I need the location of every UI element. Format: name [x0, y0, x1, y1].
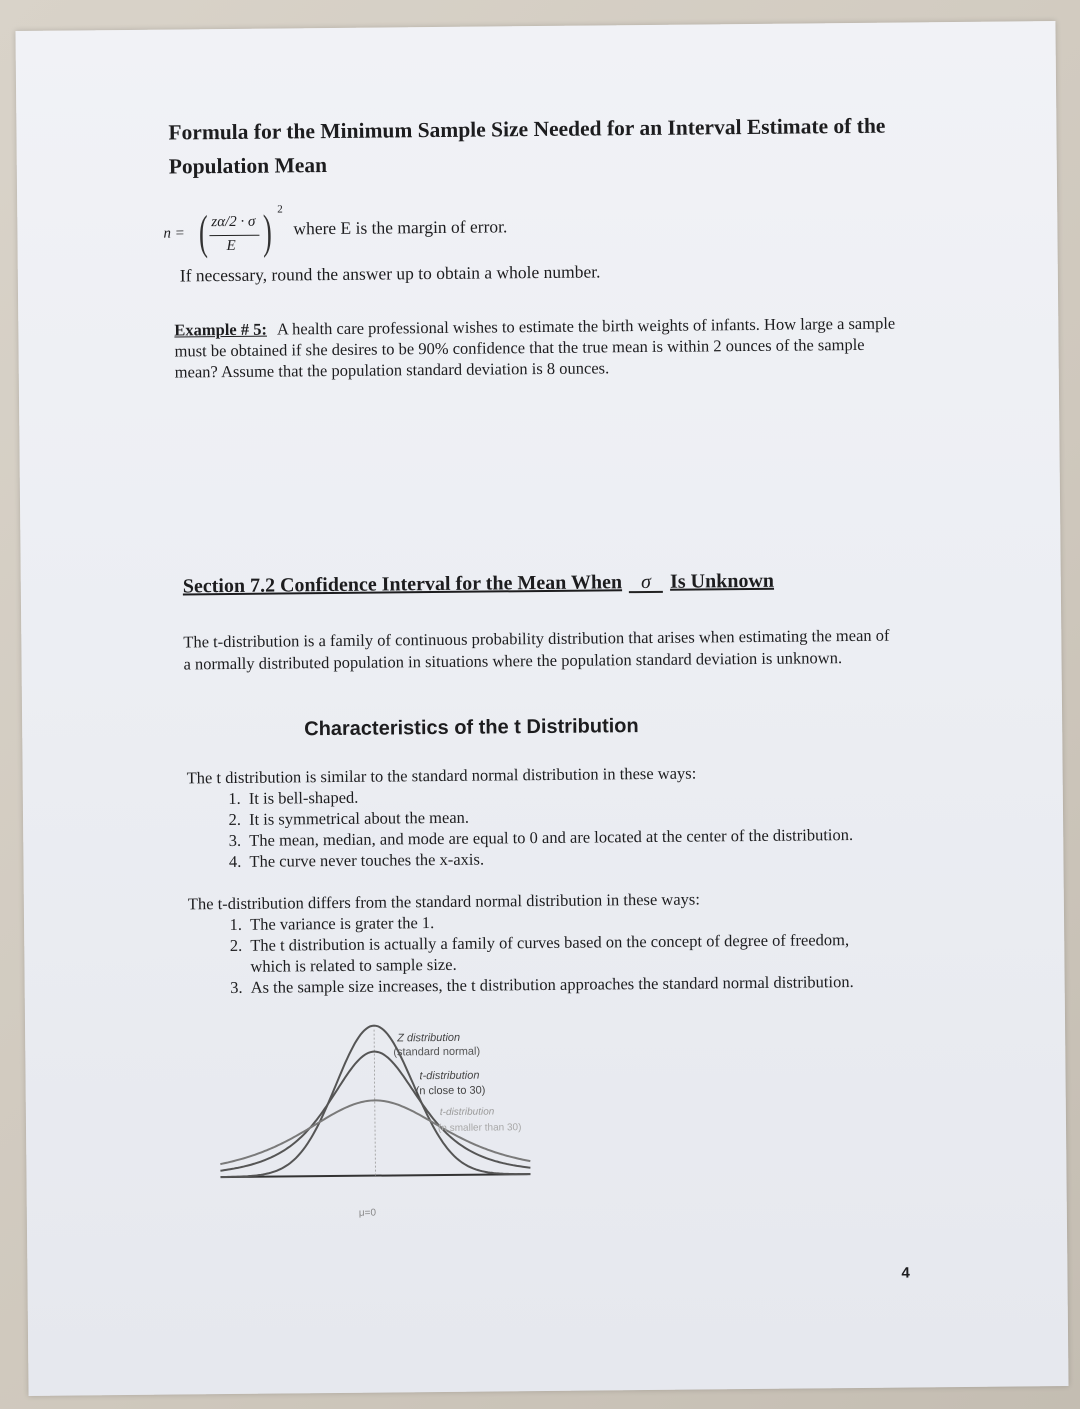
distribution-chart [211, 1006, 583, 1219]
section-sigma: σ [629, 573, 663, 593]
section-prefix: Section 7.2 Confidence Interval for the Mean When [182, 571, 623, 598]
t30-label-line1: t-distribution [419, 1069, 480, 1083]
formula-fraction-bar [209, 235, 259, 236]
formula-where-clause: where E is the margin of error. [293, 216, 508, 239]
tsmall-label-line2: (n smaller than 30) [437, 1122, 522, 1135]
formula-exponent: 2 [277, 203, 283, 216]
list-item: 2. The t distribution is actually a family of curves based on the concept of degree of freedom, which is related to sample size. [246, 929, 888, 977]
section-suffix: Is Unknown [669, 569, 775, 593]
bleed-through-text [197, 398, 897, 405]
similarities-intro: The t distribution is similar to the standard normal distribution in these ways: [186, 763, 697, 788]
distribution-chart-svg [211, 1006, 583, 1219]
list-item: 2. It is symmetrical about the mean. [245, 803, 887, 830]
formula-right-paren: ) [262, 205, 273, 259]
page-heading: Formula for the Minimum Sample Size Needed for an Interval Estimate of the Population Mean [168, 113, 886, 179]
formula-left-paren: ( [198, 206, 209, 260]
t30-label-line2: (n close to 30) [415, 1084, 486, 1098]
differences-block [188, 887, 889, 999]
page-number: 4 [901, 1264, 910, 1282]
formula-lhs: n = [163, 225, 185, 242]
tsmall-label-line1: t-distribution [439, 1106, 495, 1118]
document-page [15, 21, 1068, 1396]
list-item: 3. As the sample size increases, the t distribution approaches the standard normal distribution. [247, 971, 889, 998]
rounding-note: If necessary, round the answer up to obtain a whole number. [179, 261, 601, 286]
sample-size-formula [163, 202, 304, 263]
mean-label: μ=0 [358, 1207, 377, 1219]
section-heading [183, 570, 774, 599]
example-label: Example # 5: [174, 319, 268, 340]
list-item: 4. The curve never touches the x-axis. [245, 845, 887, 872]
example-5 [174, 312, 910, 382]
z-label-line2: (standard normal) [393, 1045, 481, 1059]
list-item: 3. The mean, median, and mode are equal to 0 and are located at the center of the distribution. [245, 824, 887, 851]
example-text: A health care professional wishes to estimate the birth weights of infants. How large a sample must be obtained if she desires to be 90% confidence that the true mean is within 2 ounces of the sample mean? Assume that the population standard deviation is 8 ounces. [174, 313, 896, 382]
differences-intro: The t-distribution differs from the standard normal distribution in these ways: [187, 889, 700, 914]
t-distribution-definition: The t-distribution is a family of continuous probability distribution that arises when estimating the mean of a normally distributed population in situations where the population standard deviation is unknown. [183, 625, 890, 674]
similarities-list [187, 782, 888, 873]
characteristics-title: Characteristics of the t Distribution [304, 715, 639, 741]
list-item: 1. The variance is grater the 1. [246, 908, 888, 935]
list-item: 1. It is bell-shaped. [245, 782, 887, 809]
formula-numerator: zα/2 · σ [211, 213, 256, 231]
formula-denominator: E [226, 237, 236, 255]
z-label-line1: Z distribution [397, 1031, 461, 1045]
differences-list [188, 908, 889, 999]
similarities-block [187, 761, 888, 873]
